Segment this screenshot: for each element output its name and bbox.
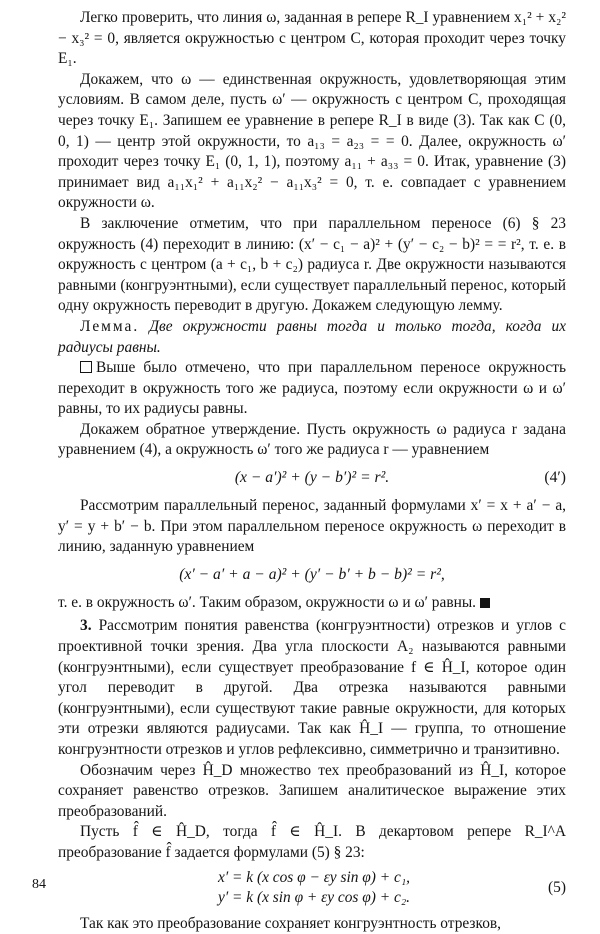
proof-start-icon [80,361,92,373]
formula-number: (4′) [544,469,566,487]
paragraph: Легко проверить, что линия ω, заданная в репере R_I уравнением x₁² + x₂² − x₃² = 0, является окружностью с центром C, которая проходит через точку E₁. [58,9,566,68]
proof-end-paragraph [58,593,566,614]
formula-line: x′ = k (x cos φ − εy sin φ) + c₁, [218,868,411,886]
paragraph: В заключение отметим, что при параллельном переносе (6) § 23 окружность (4) переходит в линию: (x′ − c₁ − a)² + (y′ − c₂ − b)² = = r², т. е. в окружность с центром (a + c₁, b + c₂) радиуса r. Две окружности называются равными (конгруэнтными), если существует параллельный перенос, который одну окружность переводит в другую. Докажем следующую лемму. [58,214,566,315]
section-number: 3. [80,617,92,635]
formula-text: (x − a′)² + (y − b′)² = r². [234,469,390,487]
paragraph: Докажем обратное утверждение. Пусть окружность ω радиуса r задана уравнением (4), а окружность ω′ того же радиуса r — уравнением [58,420,566,459]
proof-end-text: т. е. в окружность ω′. Таким образом, окружности ω и ω′ равны. [58,593,477,611]
section-paragraph [58,616,566,760]
formula-4-prime [58,466,566,490]
qed-icon [480,598,490,608]
formula-translated [58,563,566,587]
lemma-label: Лемма. [80,317,140,335]
proof-text: Выше было отмечено, что при параллельном переносе окружность переходит в окружность того же радиуса, поэтому если окружности ω и ω′ равны, то их радиусы равны. [58,359,566,418]
paragraph: Рассмотрим параллельный перенос, заданный формулами x′ = x + a′ − a, y′ = y + b′ − b. При этом параллельном переносе окружность ω переходит в линию, заданную уравнением [58,497,566,556]
formula-line: y′ = k (x sin φ + εy cos φ) + c₂. [218,888,411,906]
section-text: Рассмотрим понятия равенства (конгруэнтности) отрезков и углов с проективной точки зрения. Два угла плоскости A₂ называются равными (конгруэнтными), если существует преобразование f ∈ Ĥ_I, которое один угол переводит в другой. Два отрезка называются равными (конгруэнтными), если существуют такие равные окружности, для которых эти отрезки являются радиусами. Так как Ĥ_I — группа, то отношение конгруэнтности отрезков и углов рефлексивно, симметрично и транзитивно. [58,617,566,758]
proof-paragraph [58,358,566,420]
formula-5 [58,868,566,908]
page-body [58,8,566,934]
paragraph: Так как это преобразование сохраняет конгруэнтность отрезков, [80,914,502,932]
lemma-statement: Две окружности равны тогда и только тогда, когда их радиусы равны. [58,317,566,356]
formula-text: (x′ − a′ + a − a)² + (y′ − b′ + b − b)² = r², [179,565,445,583]
page-number: 84 [32,877,46,892]
lemma [58,317,566,358]
paragraph: Обозначим через Ĥ_D множество тех преобразований из Ĥ_I, которое сохраняет равенство отрезков. Запишем аналитическое выражение этих преобразований. [58,761,566,820]
paragraph: Докажем, что ω — единственная окружность, удовлетворяющая этим условиям. В самом деле, пусть ω′ — окружность с центром C, проходящая через точку E₁. Запишем ее уравнение в репере R_I в виде (3). Так как C (0, 0, 1) — центр этой окружности, то a₁₃ = a₂₃ = = 0. Далее, окружность ω′ проходит через точку E₁ (0, 1, 1), поэтому a₁₁ + a₃₃ = 0. Итак, уравнение (3) принимает вид a₁₁x₁² + a₁₁x₂² − a₁₁x₃² = 0, т. е. совпадает с уравнением окружности ω. [58,70,566,212]
paragraph: Пусть f̂ ∈ Ĥ_D, тогда f̂ ∈ Ĥ_I. В декартовом репере R_I^A преобразование f̂ задается формулами (5) § 23: [58,823,566,861]
formula-number: (5) [548,878,566,896]
